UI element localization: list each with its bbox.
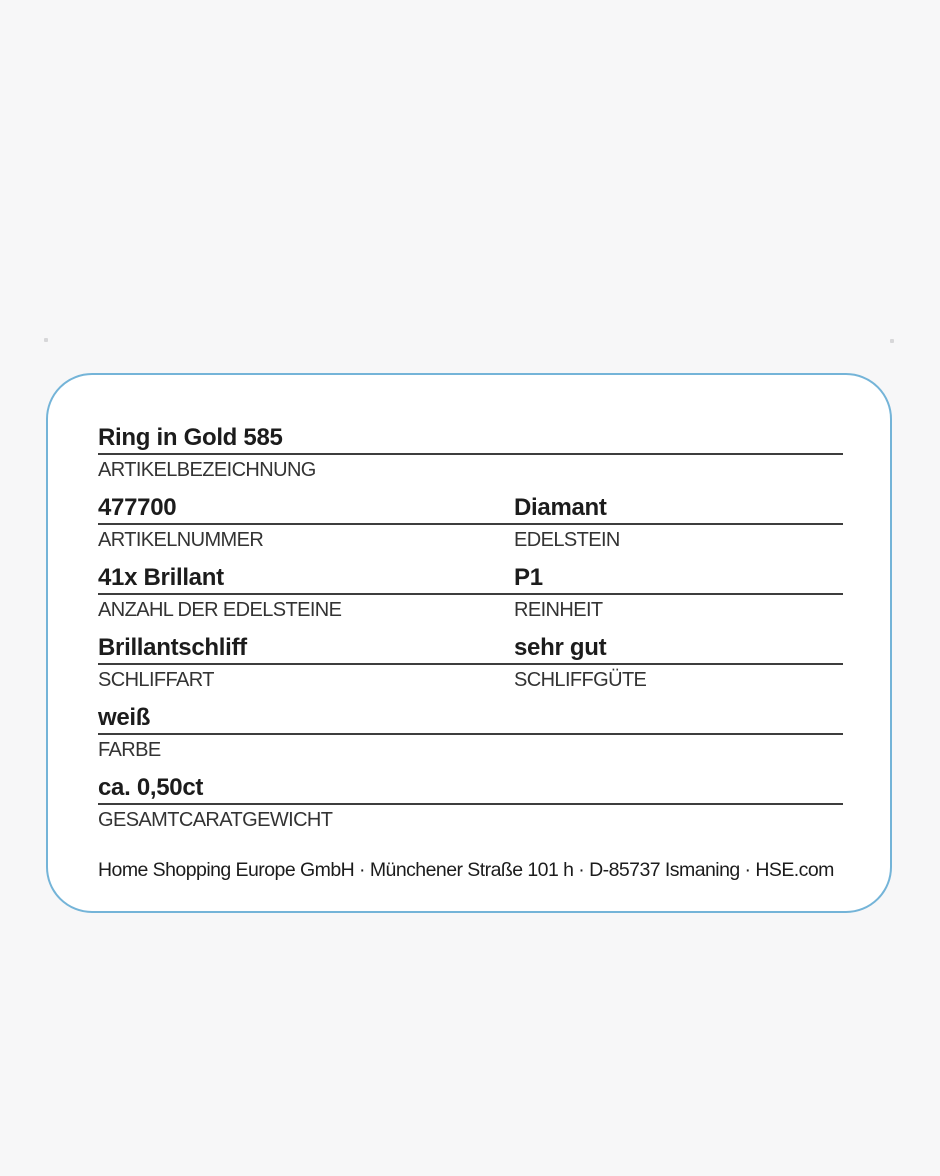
anzahl-value: 41x Brillant (98, 564, 224, 591)
schliffguete-value: sehr gut (514, 634, 607, 661)
edelstein-label: EDELSTEIN (514, 529, 620, 551)
artikelnummer-label: ARTIKELNUMMER (98, 529, 264, 551)
product-spec-card (46, 373, 892, 913)
field-anzahl-reinheit (98, 564, 843, 634)
schliffguete-label: SCHLIFFGÜTE (514, 669, 647, 691)
farbe-value: weiß (98, 704, 151, 731)
reinheit-value: P1 (514, 564, 543, 591)
gesamtcaratgewicht-label: GESAMTCARATGEWICHT (98, 809, 333, 831)
print-mark-right (890, 339, 894, 343)
reinheit-label: REINHEIT (514, 599, 603, 621)
card-content (98, 424, 843, 911)
print-mark-left (44, 338, 48, 342)
schliffart-label: SCHLIFFART (98, 669, 214, 691)
field-farbe (98, 704, 843, 774)
edelstein-value: Diamant (514, 494, 607, 521)
gesamtcaratgewicht-value: ca. 0,50ct (98, 774, 204, 801)
field-artikelnummer-edelstein (98, 494, 843, 564)
artikelbezeichnung-value: Ring in Gold 585 (98, 424, 283, 451)
anzahl-label: ANZAHL DER EDELSTEINE (98, 599, 342, 621)
farbe-label: FARBE (98, 739, 161, 761)
field-schliffart-schliffguete (98, 634, 843, 704)
artikelbezeichnung-label: ARTIKELBEZEICHNUNG (98, 459, 316, 481)
company-address-line: Home Shopping Europe GmbH · Münchener Straße 101 h · D-85737 Ismaning · HSE.com (98, 859, 834, 881)
artikelnummer-value: 477700 (98, 494, 177, 521)
field-artikelbezeichnung (98, 424, 843, 494)
schliffart-value: Brillantschliff (98, 634, 247, 661)
field-gesamtcaratgewicht (98, 774, 843, 844)
